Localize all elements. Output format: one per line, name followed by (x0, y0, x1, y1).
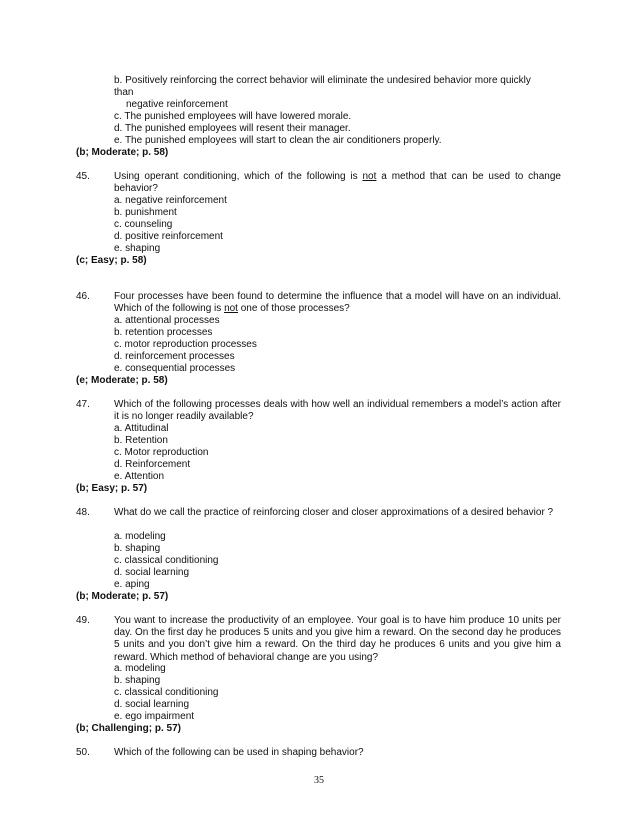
option-b-line3: negative reinforcement (126, 99, 228, 110)
option-e: e. The punished employees will start to clean the air conditioners properly. (114, 135, 442, 146)
question-text: What do we call the practice of reinforcing closer and closer approximations of a desired behavior ? (114, 507, 554, 518)
answer-key: (e; Moderate; p. 58) (76, 375, 168, 386)
emphasis-not: not (362, 171, 377, 182)
option: b. shaping (114, 675, 161, 686)
emphasis-not: not (224, 303, 238, 315)
answer-key: (b; Challenging; p. 57) (76, 723, 181, 734)
question-number: 45. (76, 171, 90, 182)
answer-key: (b; Moderate; p. 57) (76, 591, 169, 602)
option: c. Motor reproduction (114, 447, 209, 458)
option: a. negative reinforcement (114, 195, 227, 206)
answer-key: (b; Easy; p. 57) (76, 483, 148, 494)
option-d: d. The punished employees will resent their manager. (114, 123, 351, 134)
option-b-line2: than (114, 87, 134, 98)
option: b. shaping (114, 543, 161, 554)
option: b. Retention (114, 435, 168, 446)
answer-key: (b; Moderate; p. 58) (76, 147, 169, 158)
option: d. reinforcement processes (114, 351, 235, 362)
page-number: 35 (314, 775, 324, 786)
option: d. Reinforcement (114, 459, 191, 470)
option: d. social learning (114, 567, 190, 578)
option: e. ego impairment (114, 711, 195, 722)
option: c. motor reproduction processes (114, 339, 257, 350)
question-number: 50. (76, 747, 90, 758)
question-text: Which of the following can be used in shaping behavior? (114, 747, 364, 758)
option: b. punishment (114, 207, 177, 218)
option: c. classical conditioning (114, 555, 219, 566)
option: a. Attitudinal (114, 423, 169, 434)
question-text: You want to increase the productivity of an employee. Your goal is to have him produce 10 units per day. On the first day he produces 5 units and you give him a reward. On the second day he produces 5 units and you don’t give him a reward. On the third day he produces 6 units and you give him a reward. Which method of behavioral change are you using? (114, 615, 561, 663)
option: e. shaping (114, 243, 161, 254)
question-text: Using operant conditioning, which of the following is not a method that can be used to change behavior? (114, 171, 561, 195)
option: e. aping (114, 579, 150, 590)
option: a. attentional processes (114, 315, 220, 326)
option: d. social learning (114, 699, 190, 710)
question-text: Four processes have been found to determine the influence that a model will have on an individual. Which of the following is not one of those processes? (114, 291, 561, 315)
question-number: 47. (76, 399, 90, 410)
option: a. modeling (114, 663, 166, 674)
option: e. consequential processes (114, 363, 236, 374)
question-number: 46. (76, 291, 90, 302)
question-number: 49. (76, 615, 90, 626)
option-c: c. The punished employees will have lowered morale. (114, 111, 352, 122)
option: c. classical conditioning (114, 687, 219, 698)
option-b-line1: b. Positively reinforcing the correct behavior will eliminate the undesired behavior more quickly (114, 75, 531, 86)
option: c. counseling (114, 219, 173, 230)
answer-key: (c; Easy; p. 58) (76, 255, 147, 266)
question-number: 48. (76, 507, 90, 518)
option: d. positive reinforcement (114, 231, 223, 242)
option: a. modeling (114, 531, 166, 542)
question-text: Which of the following processes deals with how well an individual remembers a model’s action after it is no longer readily available? (114, 399, 561, 423)
option: e. Attention (114, 471, 165, 482)
option: b. retention processes (114, 327, 213, 338)
